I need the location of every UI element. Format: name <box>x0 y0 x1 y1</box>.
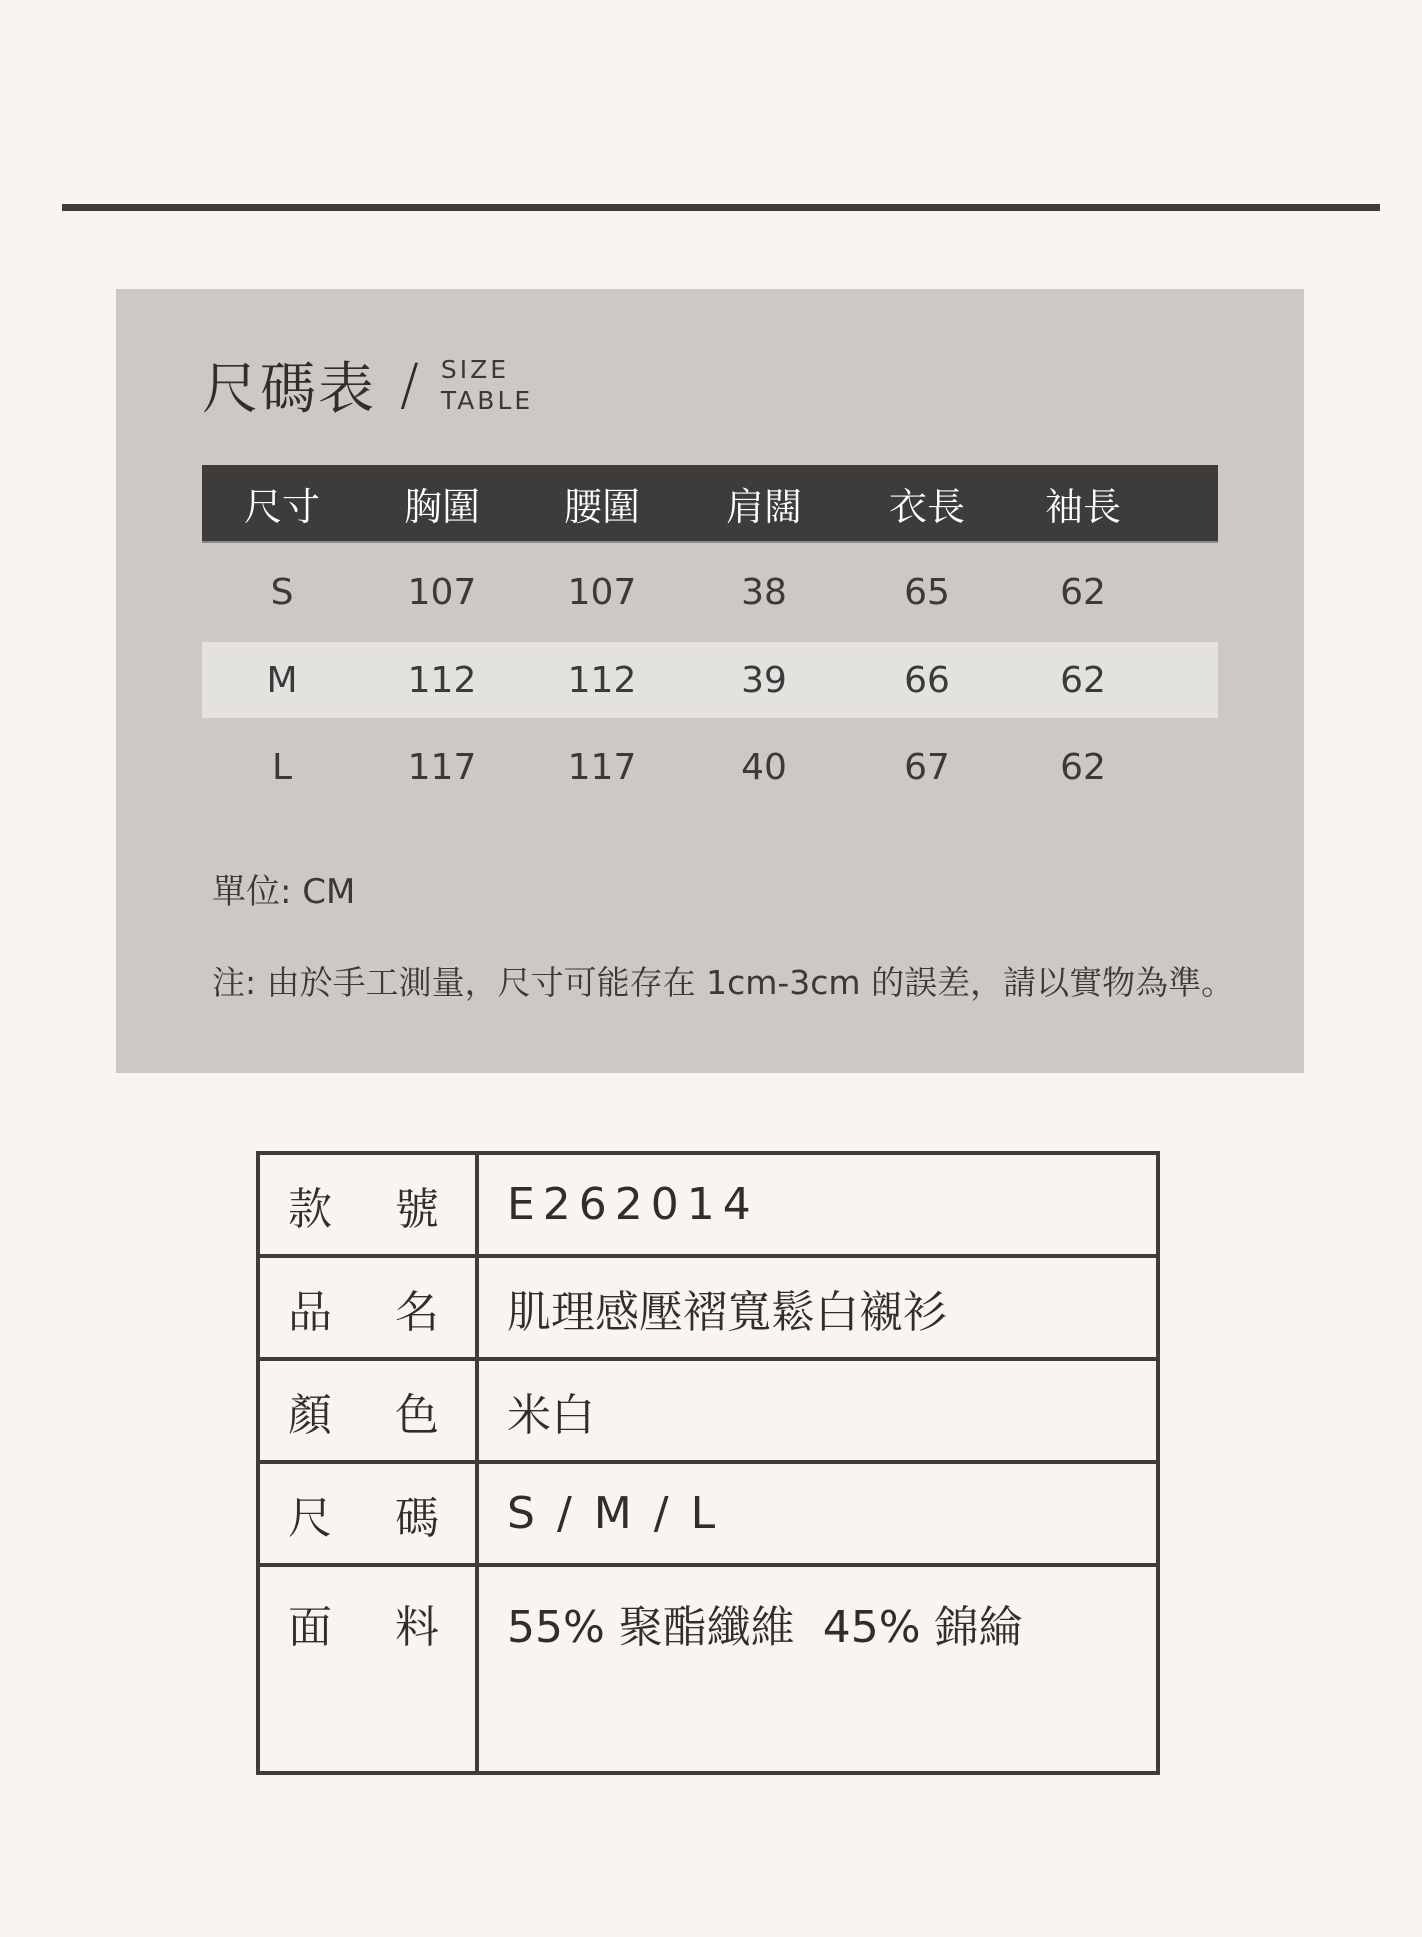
sizes-value <box>479 1464 1156 1563</box>
size-option: M <box>593 1488 632 1539</box>
spec-label <box>260 1155 479 1254</box>
spec-label-char: 名 <box>395 1286 439 1338</box>
cell-size: M <box>266 659 298 701</box>
cell-length: 67 <box>904 747 950 788</box>
product-name-value: 肌理感壓褶寬鬆白襯衫 <box>507 1286 947 1338</box>
cell-sleeve: 62 <box>1060 572 1106 613</box>
cell-waist: 107 <box>567 572 637 613</box>
title-en-line1: SIZE <box>440 355 510 384</box>
size-chart-title <box>202 345 533 425</box>
table-row <box>202 543 1218 642</box>
spec-row-sizes <box>260 1464 1156 1567</box>
top-divider <box>62 204 1380 211</box>
spec-label <box>260 1464 479 1563</box>
spec-label-char: 款 <box>288 1183 332 1235</box>
header-chest: 胸圍 <box>403 484 480 529</box>
spec-label-char: 色 <box>395 1389 439 1441</box>
spec-label-char: 品 <box>288 1286 332 1338</box>
size-separator: / <box>653 1488 669 1539</box>
size-table <box>202 465 1218 817</box>
size-chart-panel <box>116 289 1304 1073</box>
cell-chest: 117 <box>407 747 477 788</box>
spec-row-fabric <box>260 1567 1156 1771</box>
spec-row-name <box>260 1258 1156 1361</box>
header-size: 尺寸 <box>243 484 320 529</box>
size-option: S <box>507 1488 535 1539</box>
table-row <box>202 642 1218 718</box>
title-en-line2: TABLE <box>440 386 534 415</box>
cell-waist: 117 <box>567 747 637 788</box>
cell-waist: 112 <box>567 659 637 701</box>
spec-label-char: 顏 <box>288 1389 332 1441</box>
spec-label-char: 尺 <box>288 1492 332 1544</box>
cell-length: 65 <box>904 572 950 613</box>
cell-chest: 107 <box>407 572 477 613</box>
cell-shoulder: 38 <box>741 572 787 613</box>
title-zh: 尺碼表 <box>202 357 376 422</box>
cell-length: 66 <box>904 659 950 701</box>
fabric-value: 55% 聚酯纖維 45% 錦綸 <box>507 1602 1023 1653</box>
table-row <box>202 718 1218 817</box>
spec-row-style-no <box>260 1155 1156 1258</box>
unit-note: 單位: CM <box>212 872 356 912</box>
spec-label <box>260 1567 479 1771</box>
product-spec-table <box>256 1151 1160 1775</box>
spec-label <box>260 1361 479 1460</box>
spec-label-char: 料 <box>395 1602 439 1653</box>
header-length: 衣長 <box>888 484 965 529</box>
spec-label-char: 面 <box>288 1602 332 1653</box>
size-table-header <box>202 465 1218 543</box>
cell-size: L <box>271 747 293 788</box>
spec-label-char: 號 <box>395 1183 439 1235</box>
spec-label <box>260 1258 479 1357</box>
title-slash: / <box>400 352 419 418</box>
color-value: 米白 <box>507 1389 595 1441</box>
cell-shoulder: 39 <box>741 659 787 701</box>
measurement-note: 注: 由於手工測量，尺寸可能存在 1cm-3cm 的誤差，請以實物為準。 <box>212 963 1235 1002</box>
style-number-value: E262014 <box>507 1179 759 1230</box>
spec-label-char: 碼 <box>395 1492 439 1544</box>
size-separator: / <box>556 1488 572 1539</box>
header-sleeve: 袖長 <box>1044 484 1121 529</box>
cell-sleeve: 62 <box>1060 747 1106 788</box>
header-waist: 腰圍 <box>563 484 640 529</box>
cell-size: S <box>270 572 294 613</box>
spec-row-color <box>260 1361 1156 1464</box>
title-en <box>441 354 533 416</box>
cell-shoulder: 40 <box>741 747 787 788</box>
cell-sleeve: 62 <box>1060 659 1106 701</box>
header-shoulder: 肩闊 <box>725 484 802 529</box>
size-option: L <box>690 1488 716 1539</box>
cell-chest: 112 <box>407 659 477 701</box>
